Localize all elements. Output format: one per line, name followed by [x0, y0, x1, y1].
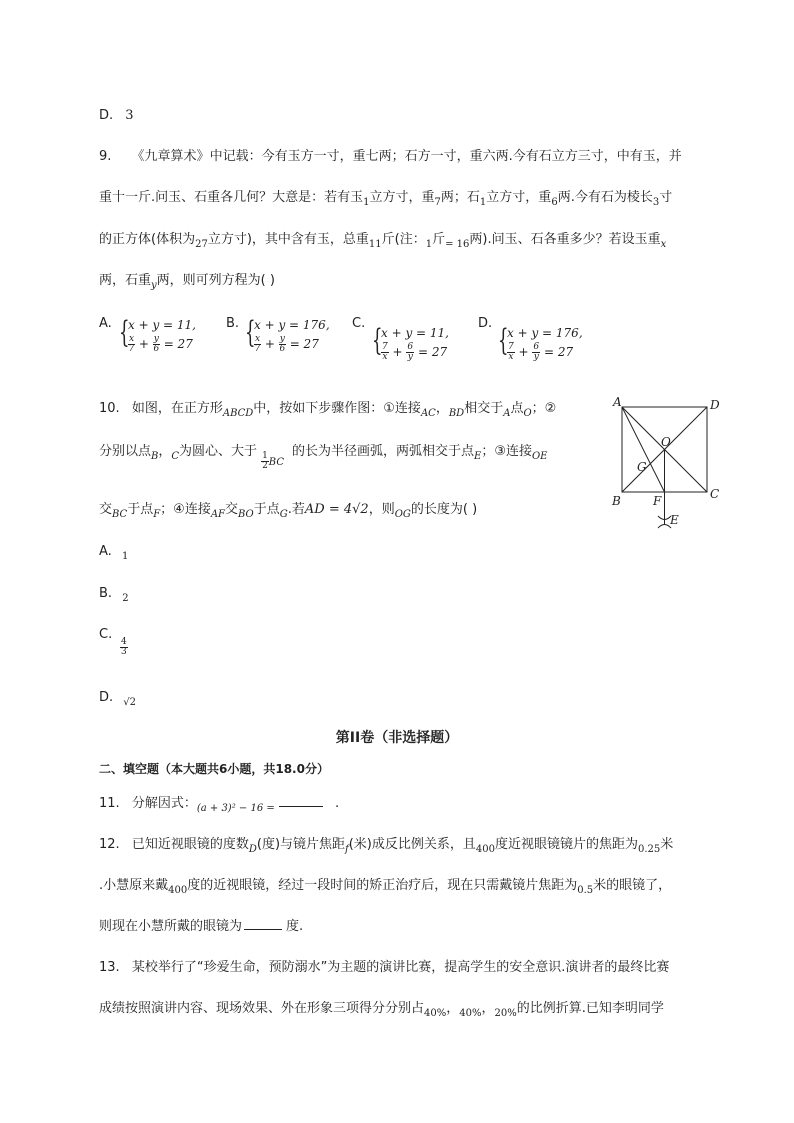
q10-text: 于点: [253, 502, 280, 517]
q10-text: ，: [158, 444, 172, 459]
answer-blank[interactable]: [244, 929, 282, 930]
q10-option-c[interactable]: [99, 626, 112, 644]
separator: ，: [481, 1001, 495, 1016]
q12-text: 已知近视眼镜的度数: [131, 837, 249, 852]
q12-text: 度的近视眼镜，经过一段时间的矫正治疗后，现在只需戴镜片焦距为: [187, 878, 578, 893]
q10-line1: [99, 400, 556, 419]
q12-text: 度.: [286, 919, 304, 934]
option-letter: A.: [99, 316, 112, 331]
q10-text: 为圆心、大于: [179, 444, 258, 459]
q10-text: ；②: [531, 401, 557, 416]
q10-text: 点: [510, 401, 524, 416]
separator: ，: [446, 1001, 460, 1016]
option-value: 1: [121, 551, 129, 562]
variable: D: [248, 844, 257, 855]
period: .: [335, 796, 340, 811]
option-letter: A.: [99, 544, 112, 559]
book-title: 《九章算术》: [131, 149, 210, 164]
q10-text: 于点: [127, 502, 154, 517]
q9-text: 重十一斤.问玉、石重各几何？大意是：若有玉: [99, 190, 364, 205]
line-af: [622, 407, 665, 492]
equation-row: x + y = 11,: [128, 318, 196, 332]
equation-row: $\frac{7}{x}$ + $\frac{6}{y}$ = 27: [382, 342, 448, 362]
equation-row: x + y = 176,: [254, 318, 330, 332]
equation-row: x + y = 176,: [507, 326, 583, 340]
math-label: OG: [394, 509, 411, 520]
math-expression: AD = 4√2: [304, 502, 369, 517]
q10-text: ，: [435, 401, 449, 416]
option-letter: D.: [99, 690, 114, 705]
number: 400: [168, 885, 188, 896]
math-label: BC: [268, 457, 284, 468]
q9-text: 立方寸，重: [486, 190, 552, 205]
math-label: E: [474, 451, 482, 462]
number: 0.25: [638, 844, 661, 855]
q13-text: 某校举行了“珍爱生命，预防溺水”为主题的演讲比赛，提高学生的安全意识.演讲者的最终比赛: [131, 960, 670, 975]
number: 1: [363, 197, 370, 208]
q9-text: 两，石重: [99, 273, 152, 288]
q10-text: 分别以点: [99, 444, 152, 459]
q12-line2: [99, 877, 671, 896]
label-g: G: [637, 460, 647, 474]
q12-text: 则现在小慧所戴的眼镜为: [99, 919, 243, 934]
q9-text: 寸: [659, 190, 673, 205]
math-label: O: [523, 408, 532, 419]
q9-line1: [99, 148, 682, 166]
part2-title: 第II卷（非选择题）: [335, 730, 459, 746]
q10-text: 中，按如下步骤作图：①连接: [253, 401, 421, 416]
variable: y: [151, 280, 157, 291]
q10-line3: [99, 501, 477, 520]
q9-text: 立方寸，重: [369, 190, 435, 205]
q9-text: 中记载：今有玉方一寸，重七两；石方一寸，重六两.今有石立方三寸，中有玉，并: [209, 149, 682, 164]
option-value: √2: [123, 697, 137, 708]
q11-line: [99, 795, 339, 814]
option-c-fraction: $\frac{4}{3}$: [121, 637, 127, 657]
option-letter: C.: [352, 316, 366, 331]
number: 7: [434, 197, 441, 208]
math-label: BO: [238, 509, 254, 520]
number: 27: [195, 239, 208, 250]
option-letter: B.: [99, 586, 113, 601]
label-c: C: [710, 487, 720, 501]
q9-text: 斤(注：: [381, 232, 426, 247]
math-label: ABCD: [222, 408, 254, 419]
variable: f: [345, 844, 349, 855]
q13-text: 的比例折算.已知李明同学: [516, 1001, 664, 1016]
section-heading: 二、填空题（本大题共6小题，共18.0分）: [99, 762, 329, 776]
label-a: A: [613, 396, 622, 409]
q12-text: 米: [660, 837, 674, 852]
label-o: O: [661, 435, 671, 449]
q13-text: 成绩按照演讲内容、现场效果、外在形象三项得分分别占: [99, 1001, 425, 1016]
q10-text: 交: [99, 502, 113, 517]
q10-text: 相交于: [464, 401, 504, 416]
label-b: B: [612, 494, 621, 508]
label-f: F: [653, 494, 662, 508]
number: 0.5: [577, 885, 594, 896]
q12-text: (米)成反比例关系，且: [348, 837, 476, 852]
number: 400: [475, 844, 495, 855]
math-label: A: [503, 408, 511, 419]
equation-row: $\frac{x}{7}$ + $\frac{y}{6}$ = 27: [254, 334, 319, 354]
q9-text: 立方寸)，其中含有玉，总重: [207, 232, 369, 247]
math-label: B: [151, 451, 159, 462]
q9-text: 两；石: [440, 190, 480, 205]
number: 3: [652, 197, 660, 208]
q13-line1: [99, 959, 669, 977]
question-number: 11.: [99, 796, 120, 811]
q12-text: (度)与镜片焦距: [256, 837, 346, 852]
number: 11: [368, 239, 382, 250]
math-label: BD: [448, 408, 465, 419]
q10-text: 的长度为( ): [410, 502, 478, 517]
q9-line4: [99, 272, 275, 291]
option-value: 3: [125, 108, 134, 123]
q10-option-a[interactable]: [99, 543, 128, 562]
option-letter: B.: [226, 316, 240, 331]
square-geometry-figure: [606, 396, 736, 531]
question-number: 9.: [99, 149, 112, 164]
option-letter: D.: [478, 316, 493, 331]
question-number: 12.: [99, 837, 120, 852]
math-label: BC: [112, 509, 128, 520]
q9-text: 的正方体(体积为: [99, 232, 196, 247]
q10-text: 的长为半径画弧，两弧相交于点: [291, 444, 474, 459]
q12-text: .小慧原来戴: [99, 878, 169, 893]
q9-text: 两，则可列方程为( ): [156, 273, 275, 288]
math-label: G: [279, 509, 288, 520]
percentage: 40%: [424, 1008, 447, 1019]
math-expression: (a + 3)² − 16 =: [196, 803, 275, 814]
variable: x: [660, 239, 667, 250]
equation-row: $\frac{7}{x}$ + $\frac{6}{y}$ = 27: [508, 342, 574, 362]
q10-line2: [99, 442, 548, 471]
q8-option-d: [99, 107, 134, 125]
q10-text: ，则: [368, 502, 395, 517]
number: 1: [425, 239, 433, 250]
option-letter: C.: [99, 627, 113, 642]
q10-option-d[interactable]: [99, 689, 136, 708]
q10-option-b[interactable]: [99, 585, 129, 604]
q9-text: 斤: [432, 232, 446, 247]
percentage: 20%: [494, 1008, 517, 1019]
q13-line2: [99, 1000, 664, 1019]
math-label: AF: [210, 509, 225, 520]
label-d: D: [710, 398, 720, 412]
question-number: 10.: [99, 401, 120, 416]
fraction: $\frac{1}{2}$: [262, 451, 268, 471]
q9-text: 两.今有石为棱长: [557, 190, 653, 205]
q10-text: ；③连接: [481, 444, 532, 459]
q9-text: 两).问玉、石各重多少？若设玉重: [469, 232, 661, 247]
q12-line1: [99, 836, 673, 855]
q12-line3: [99, 918, 303, 936]
option-value: 2: [122, 593, 129, 604]
q12-text: 度近视眼镜镜片的焦距为: [494, 837, 638, 852]
number: 1: [479, 197, 487, 208]
math-label: AC: [420, 408, 436, 419]
math-label: F: [153, 509, 161, 520]
q9-line2: [99, 189, 672, 208]
equation: = 16: [445, 239, 470, 250]
q10-text: .若: [287, 502, 305, 517]
answer-blank[interactable]: [279, 806, 323, 807]
equation-row: $\frac{x}{7}$ + $\frac{y}{6}$ = 27: [128, 334, 193, 354]
q10-text: 交: [225, 502, 239, 517]
equation-row: x + y = 11,: [381, 326, 449, 340]
math-label: OE: [531, 451, 548, 462]
q11-text: 分解因式：: [131, 796, 197, 811]
q12-text: 米的眼镜了，: [593, 878, 672, 893]
question-number: 13.: [99, 960, 120, 975]
percentage: 40%: [459, 1008, 482, 1019]
math-label: C: [171, 451, 180, 462]
q10-text: 如图，在正方形: [131, 401, 223, 416]
q10-text: ；④连接: [160, 502, 211, 517]
label-e: E: [670, 513, 679, 527]
option-letter: D.: [99, 108, 114, 123]
number: 6: [551, 197, 558, 208]
q9-line3: [99, 231, 666, 250]
